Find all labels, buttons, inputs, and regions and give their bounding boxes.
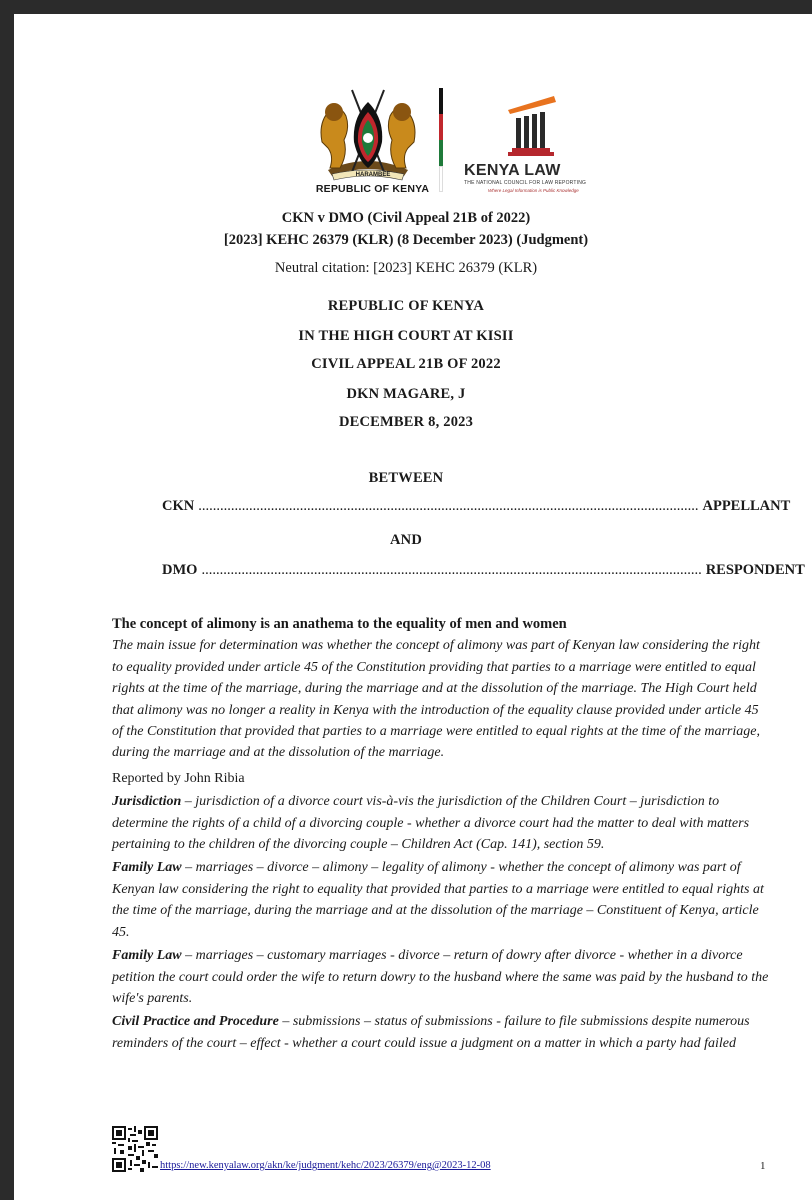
case-citation-line: [2023] KEHC 26379 (KLR) (8 December 2023) (Judgment) bbox=[223, 232, 589, 248]
judgment-url-link[interactable]: https://new.kenyalaw.org/akn/ke/judgment/kehc/2023/26379/eng@2023-12-08 bbox=[160, 1160, 491, 1171]
kenya-law-tagline: Where Legal Information is Public Knowledge bbox=[488, 188, 579, 193]
viewer-frame-top bbox=[0, 0, 812, 14]
neutral-citation: Neutral citation: [2023] KEHC 26379 (KLR) bbox=[274, 260, 538, 276]
judgment-date: DECEMBER 8, 2023 bbox=[338, 414, 474, 430]
judge-name: DKN MAGARE, J bbox=[346, 386, 466, 402]
kenya-law-logo bbox=[458, 96, 608, 196]
republic-heading: REPUBLIC OF KENYA bbox=[327, 298, 485, 314]
divider-green bbox=[439, 140, 443, 166]
page-number: 1 bbox=[760, 1160, 766, 1172]
catchword-text: – submissions – status of submissions - failure to file submissions despite numerous reminders of the court – effect - whether a court could issue a judgment on a matter in which a party had failed bbox=[112, 1014, 750, 1051]
summary-block bbox=[112, 614, 772, 1054]
coat-of-arms-emblem bbox=[308, 82, 428, 182]
catchword-category: Jurisdiction bbox=[112, 794, 182, 810]
catchword-paragraph bbox=[112, 791, 772, 855]
viewer-frame-left bbox=[0, 0, 14, 1200]
catchword-text: – jurisdiction of a divorce court vis-à-vis the jurisdiction of the Children Court – jurisdiction to determine the rights of a child of a divorcing couple - whether a divorce court had the matter to deal with matters pertaining to the children of the divorcing couple – Children Act (Cap. 141), section 59. bbox=[112, 794, 750, 853]
divider-black bbox=[439, 88, 443, 114]
coat-of-arms-label: REPUBLIC OF KENYA bbox=[315, 183, 430, 195]
summary-headline: The concept of alimony is an anathema to the equality of men and women bbox=[112, 616, 567, 632]
page-footer bbox=[112, 1126, 772, 1178]
catchword-category: Family Law bbox=[112, 948, 182, 964]
kenya-law-council: THE NATIONAL COUNCIL FOR LAW REPORTING bbox=[464, 180, 587, 186]
coat-of-arms-motto: HARAMBEE bbox=[355, 172, 391, 178]
and-label: AND bbox=[389, 532, 422, 548]
catchword-text: – marriages – divorce – alimony – legality of alimony - whether the concept of alimony was part of Kenyan law considering the right to equality that provided that parties to a marriage were entitled to equal rights at the time of the marriage, during the marriage and at the dissolution of the marriage – Constituent of Kenya, article 45. bbox=[112, 860, 764, 940]
summary-text: The main issue for determination was whether the concept of alimony was part of Kenyan law considering the right to equality provided under article 45 of the Constitution providing that parties to a marriage were entitled to equal rights at the time of the marriage, during the marriage and at the dissolution of the marriage. The High Court held that alimony was no longer a reality in Kenya with the introduction of the equality clause provided under article 45 of the Constitution that provided that parties to a marriage were entitled to equal rights at the time of the marriage, during the marriage and at the dissolution of the marriage. bbox=[112, 638, 760, 761]
respondent-role: RESPONDENT bbox=[705, 562, 805, 578]
respondent-row bbox=[162, 562, 805, 579]
flag-divider bbox=[439, 88, 443, 192]
catchword-paragraph bbox=[112, 1011, 772, 1054]
header-logos bbox=[300, 82, 600, 202]
appellant-role: APPELLANT bbox=[702, 498, 791, 514]
divider-white bbox=[439, 166, 443, 192]
qr-code-icon[interactable] bbox=[112, 1126, 158, 1172]
divider-red bbox=[439, 114, 443, 140]
appeal-number: CIVIL APPEAL 21B OF 2022 bbox=[311, 356, 501, 372]
appellant-leader-dots: .......................................................................................................................................... bbox=[198, 498, 699, 514]
catchword-category: Civil Practice and Procedure bbox=[112, 1014, 279, 1030]
case-title: CKN v DMO (Civil Appeal 21B of 2022) bbox=[281, 210, 531, 226]
appellant-row bbox=[162, 498, 791, 515]
catchword-paragraph bbox=[112, 857, 772, 943]
catchword-paragraph bbox=[112, 945, 772, 1009]
respondent-name: DMO bbox=[162, 562, 198, 578]
catchword-text: – marriages – customary marriages - divorce – return of dowry after divorce - whether in a divorce petition the court could order the wife to return dowry to the husband where the same was paid by the husband to the wife's parents. bbox=[112, 948, 769, 1006]
court-heading: IN THE HIGH COURT AT KISII bbox=[298, 328, 514, 344]
kenya-law-name: KENYA LAW bbox=[464, 162, 561, 179]
appellant-name: CKN bbox=[162, 498, 195, 514]
reporter-line: Reported by John Ribia bbox=[112, 770, 245, 786]
respondent-leader-dots: .......................................................................................................................................... bbox=[201, 562, 702, 578]
catchword-category: Family Law bbox=[112, 860, 182, 876]
between-label: BETWEEN bbox=[368, 470, 444, 486]
coat-of-arms bbox=[300, 82, 430, 198]
kenya-law-pillars-icon bbox=[502, 96, 562, 158]
